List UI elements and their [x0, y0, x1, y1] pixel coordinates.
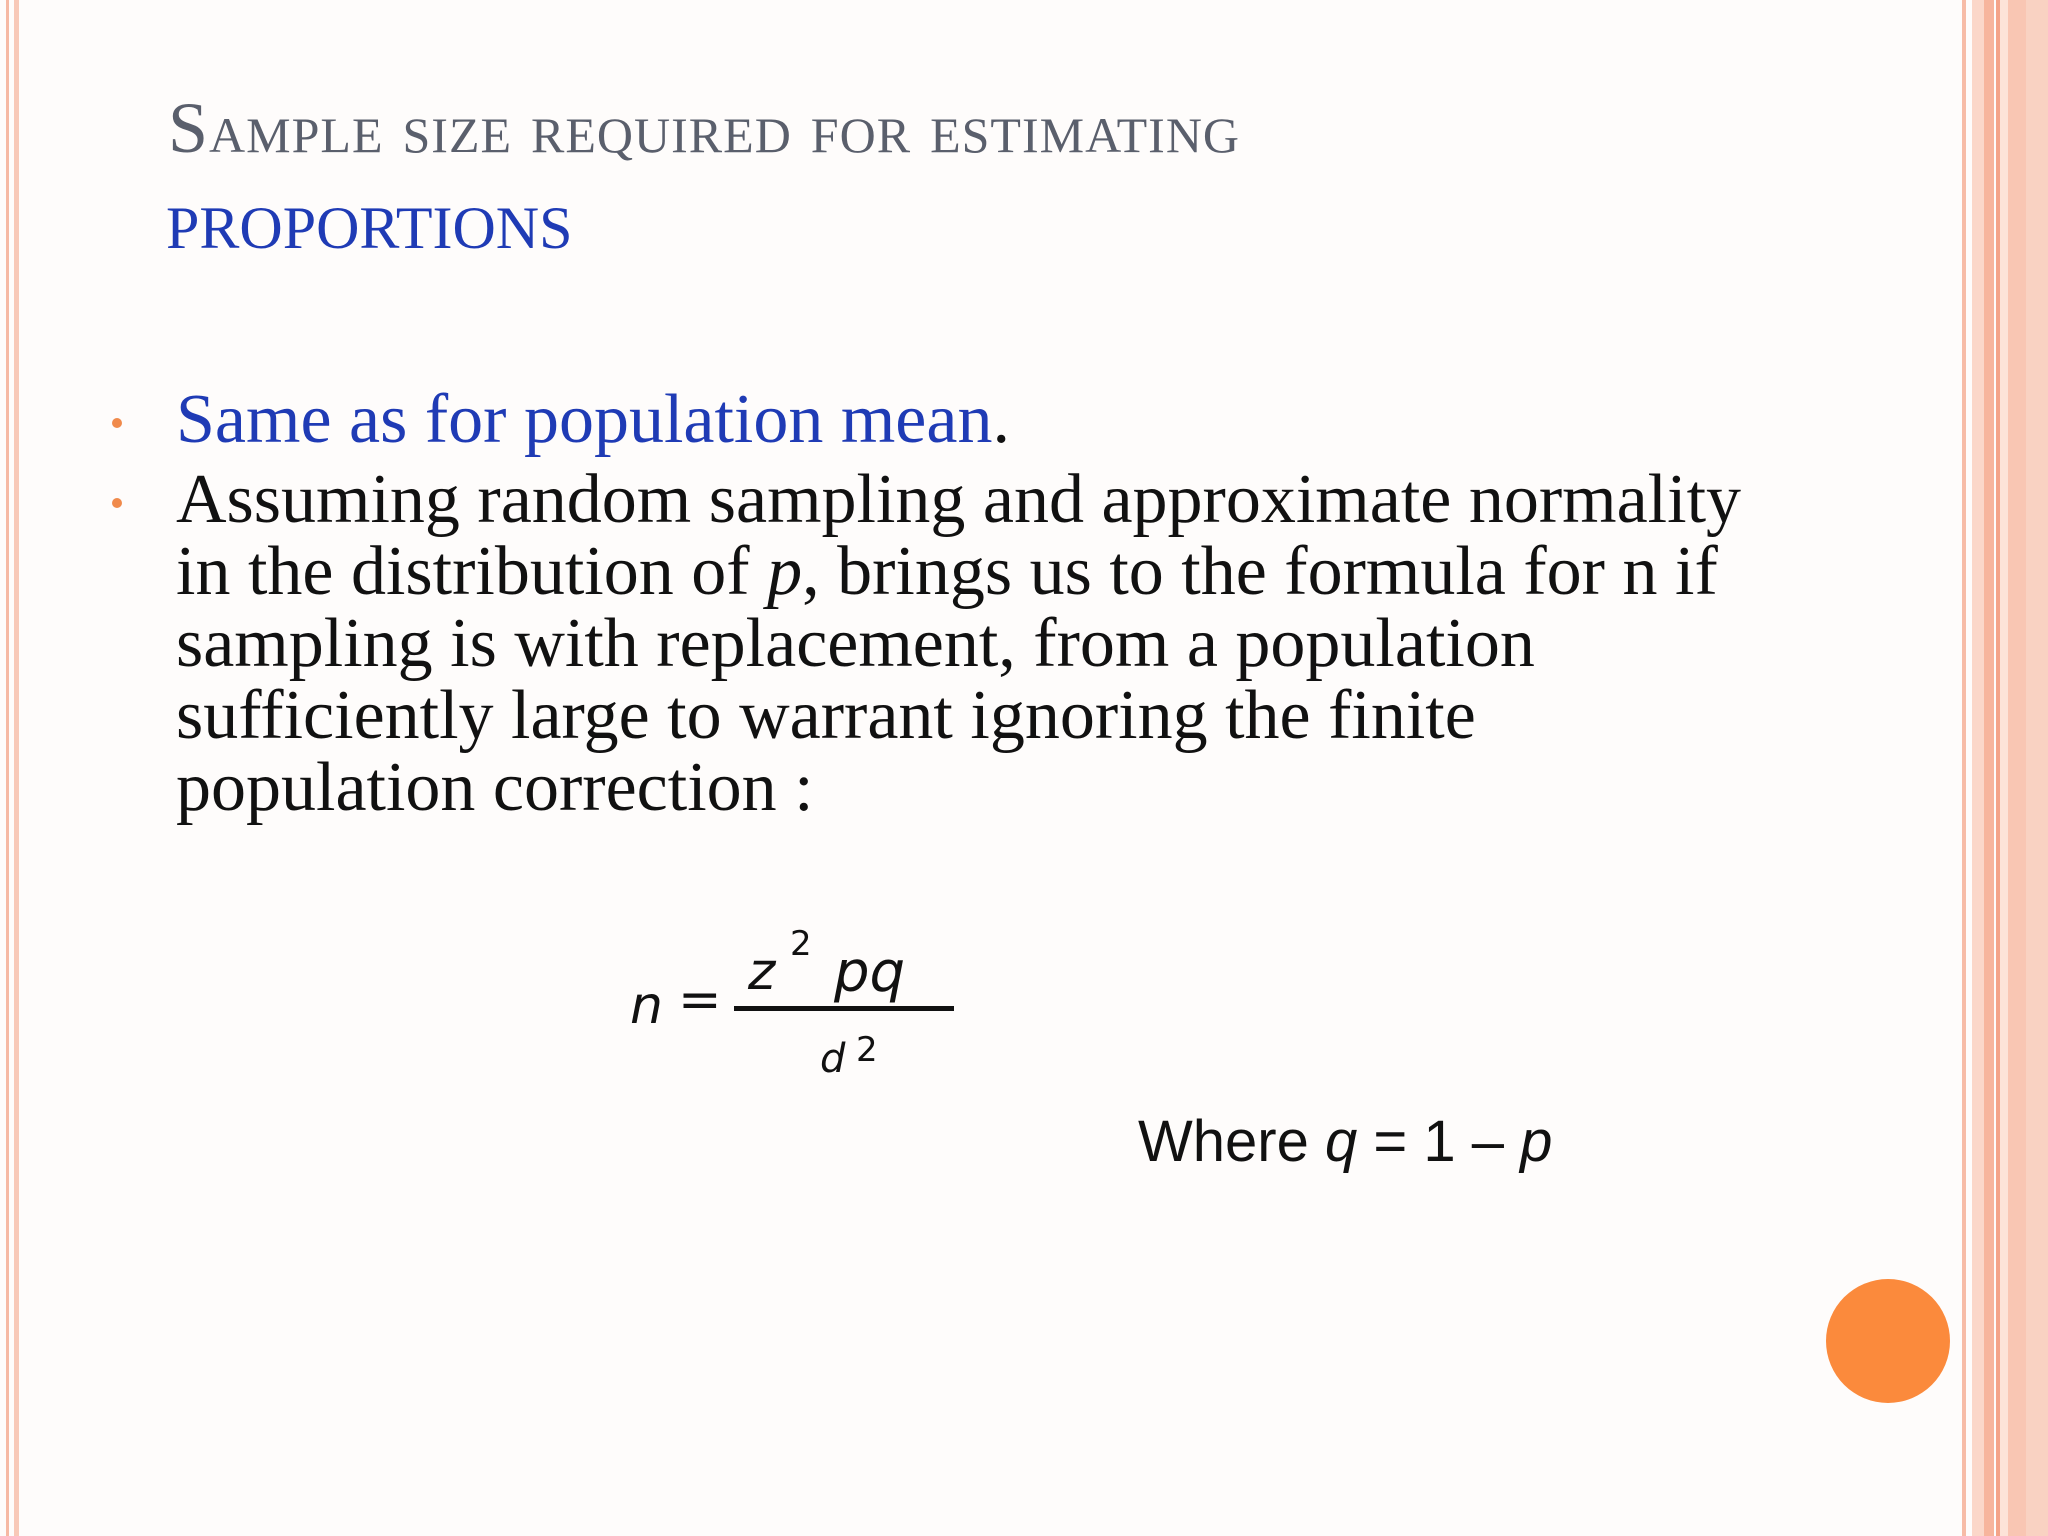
- slide-title-continuation: PROPORTIONS: [166, 195, 573, 261]
- formula-equals-sign: =: [678, 970, 722, 1030]
- formula-numerator-pq: pq: [834, 940, 906, 1005]
- bullet-list: [110, 381, 1870, 826]
- bullet-item-same-as-mean: [110, 381, 1870, 458]
- right-border-band: [1962, 0, 1966, 1536]
- formula-denominator-d: d: [820, 1036, 846, 1082]
- bullet-period: .: [992, 381, 1010, 458]
- variable-p: p: [1520, 1109, 1553, 1174]
- variable-q: q: [1324, 1109, 1358, 1174]
- right-border-band: [2000, 0, 2008, 1536]
- bullet-line: sufficiently large to warrant ignoring the finite: [176, 677, 1476, 754]
- bullet-item-assumptions: [110, 461, 1870, 826]
- sample-size-formula: [630, 920, 970, 1100]
- right-border-band: [2026, 0, 2048, 1536]
- formula-denominator-exponent: 2: [856, 1030, 878, 1070]
- bullet-marker: [112, 418, 122, 428]
- right-border-band: [1984, 0, 1994, 1536]
- right-border-band: [1972, 0, 1984, 1536]
- formula-numerator-z: z: [748, 942, 776, 1002]
- where-q-note: [1138, 1108, 1552, 1175]
- formula-lhs-n: n: [630, 976, 663, 1036]
- formula-fraction-bar: [734, 1006, 954, 1011]
- bullet-line: Assuming random sampling and approximate normality: [176, 461, 1742, 538]
- where-label: Where: [1138, 1109, 1325, 1174]
- where-middle: = 1 –: [1357, 1109, 1521, 1174]
- bullet-line-segment: in the distribution of: [176, 533, 768, 610]
- bullet-line: population correction :: [176, 749, 814, 826]
- slide-title: Sample size required for estimating: [168, 88, 1241, 168]
- right-border-band: [2008, 0, 2026, 1536]
- bullet-line-segment: , brings us to the formula for n if: [802, 533, 1718, 610]
- bullet-line: [176, 533, 1870, 610]
- variable-p: p: [767, 533, 803, 610]
- decorative-orange-circle: [1826, 1279, 1950, 1403]
- bullet-line: sampling is with replacement, from a population: [176, 605, 1535, 682]
- left-border-line: [14, 0, 19, 1536]
- bullet-text: Same as for population mean: [176, 381, 993, 458]
- left-border-line: [6, 0, 9, 1536]
- bullet-marker: [112, 498, 122, 508]
- formula-numerator-exponent: 2: [790, 924, 812, 964]
